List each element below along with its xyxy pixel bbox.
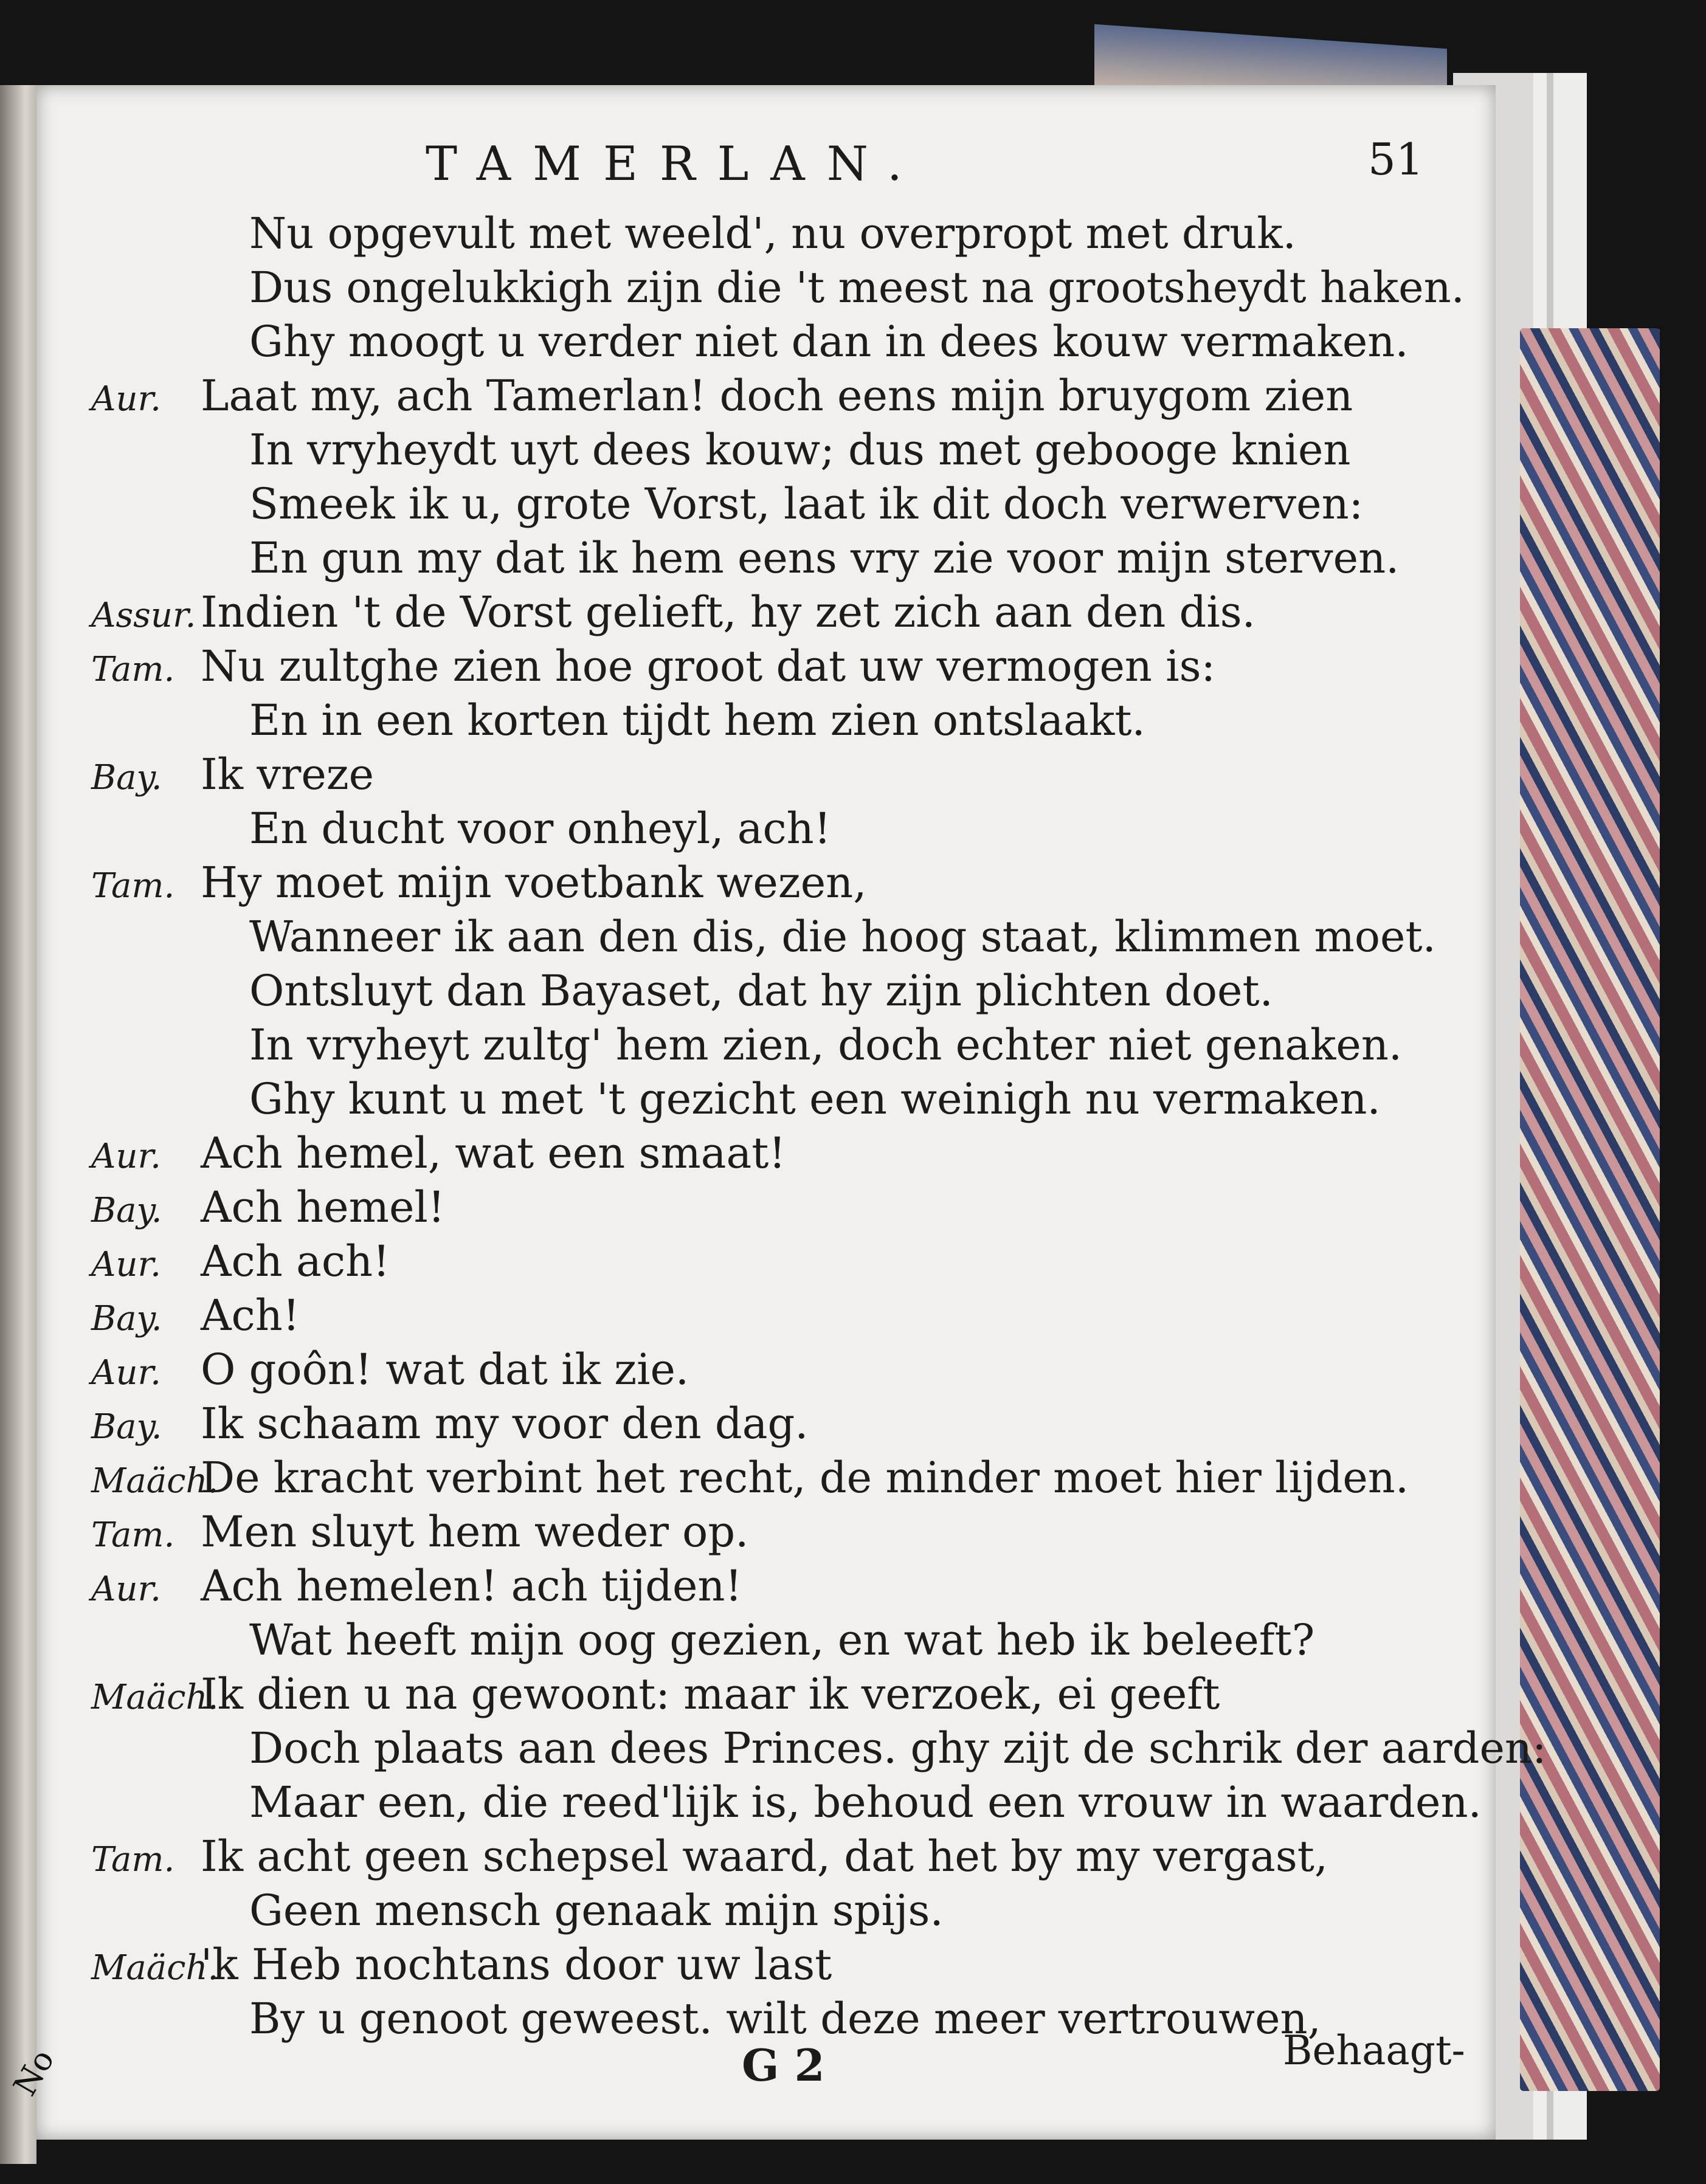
running-head: TAMERLAN. <box>426 137 924 191</box>
verse-line <box>91 748 1459 802</box>
verse-line-text: Indien 't de Vorst gelieft, hy zet zich aan den dis. <box>201 587 1255 637</box>
speaker-label: Aur. <box>91 1137 161 1176</box>
verse-line-text: Ghy kunt u met 't gezicht een weinigh nu vermaken. <box>249 1074 1381 1124</box>
verse-line <box>91 585 1459 639</box>
page-number: 51 <box>1368 134 1424 185</box>
verse-line-text: By u genoot geweest. wilt deze meer vertrouwen, <box>249 1994 1321 2044</box>
verse-line <box>91 910 1459 964</box>
speaker-label: Bay. <box>91 1299 162 1338</box>
speaker-label: Aur. <box>91 1245 161 1284</box>
speaker-label: Maäch. <box>91 1678 219 1717</box>
verse-line <box>91 1343 1459 1397</box>
marbled-endpaper <box>1520 328 1660 2091</box>
verse-line <box>91 1289 1459 1343</box>
verse-line-text: Ik acht geen schepsel waard, dat het by my vergast, <box>201 1831 1328 1881</box>
verse-line-text: 'k Heb nochtans door uw last <box>201 1940 832 1989</box>
verse-line-text: O goôn! wat dat ik zie. <box>201 1345 689 1394</box>
verse-line <box>91 964 1459 1018</box>
verse-line-text: Ik vreze <box>201 749 375 799</box>
verse-line <box>91 1992 1459 2046</box>
verse-line-text: Nu opgevult met weeld', nu overpropt met druk. <box>249 208 1296 258</box>
speaker-label: Maäch. <box>91 1948 219 1988</box>
verse-line-text: Men sluyt hem weder op. <box>201 1507 749 1557</box>
verse-line <box>91 261 1465 315</box>
verse-line <box>91 1721 1547 1776</box>
speaker-label: Tam. <box>91 650 175 689</box>
verse-line-text: Doch plaats aan dees Princes. ghy zijt de schrik der aarden: <box>249 1723 1547 1773</box>
verse-line <box>91 1180 1459 1235</box>
verse-line-text: Hy moet mijn voetbank wezen, <box>201 858 867 908</box>
verse-line <box>91 1235 1459 1289</box>
verse-line-text: Laat my, ach Tamerlan! doch eens mijn bruygom zien <box>201 371 1353 421</box>
speaker-label: Tam. <box>91 1840 175 1879</box>
verse-line-text: Ach hemel, wat een smaat! <box>201 1128 786 1178</box>
verse-line <box>91 1018 1459 1072</box>
verse-line <box>91 477 1459 531</box>
verse-line-text: Wat heeft mijn oog gezien, en wat heb ik beleeft? <box>249 1615 1315 1665</box>
verse-line <box>91 207 1459 261</box>
speaker-label: Assur. <box>91 596 196 635</box>
verse-line-text: En in een korten tijdt hem zien ontslaakt. <box>249 695 1145 745</box>
verse-line <box>91 531 1459 585</box>
verse-line-text: Smeek ik u, grote Vorst, laat ik dit doch verwerven: <box>249 479 1364 529</box>
facing-page-edge <box>0 85 36 2164</box>
verse-line-text: Ach hemel! <box>201 1182 445 1232</box>
verse-line-text: Dus ongelukkigh zijn die 't meest na grootsheydt haken. <box>249 263 1465 312</box>
speaker-label: Aur. <box>91 1569 161 1609</box>
verse-line <box>91 1505 1459 1559</box>
verse-line-text: In vryheydt uyt dees kouw; dus met gebooge knien <box>249 425 1351 475</box>
verse-line-text: Ach hemelen! ach tijden! <box>201 1561 742 1611</box>
verse-line <box>91 1830 1459 1884</box>
speaker-label: Aur. <box>91 1353 161 1393</box>
verse-line <box>91 1072 1459 1126</box>
verse-line-text: Wanneer ik aan den dis, die hoog staat, klimmen moet. <box>249 912 1436 962</box>
verse-line <box>91 1613 1459 1667</box>
verse-line <box>91 802 1459 856</box>
verse-line <box>91 1559 1459 1613</box>
verse-text <box>91 207 1547 2046</box>
verse-line <box>91 639 1459 694</box>
speaker-label: Tam. <box>91 866 175 906</box>
verse-line-text: En ducht voor onheyl, ach! <box>249 804 831 853</box>
verse-line <box>91 369 1459 423</box>
verse-line-text: Ach ach! <box>201 1236 390 1286</box>
speaker-label: Aur. <box>91 379 161 419</box>
verse-line-text: De kracht verbint het recht, de minder moet hier lijden. <box>201 1453 1409 1503</box>
verse-line-text: Ach! <box>201 1290 300 1340</box>
signature-mark: G 2 <box>742 2039 825 2091</box>
verse-line <box>91 1938 1459 1992</box>
verse-line-text: Ontsluyt dan Bayaset, dat hy zijn plichten doet. <box>249 966 1273 1016</box>
verse-line-text: Nu zultghe zien hoe groot dat uw vermogen is: <box>201 641 1216 691</box>
verse-line-text: Geen mensch genaak mijn spijs. <box>249 1886 944 1935</box>
verse-line-text: Ik schaam my voor den dag. <box>201 1399 809 1449</box>
verse-line <box>91 1776 1482 1830</box>
verse-line <box>91 856 1459 910</box>
verse-line-text: Ik dien u na gewoont: maar ik verzoek, ei geeft <box>201 1669 1220 1719</box>
verse-line-text: Maar een, die reed'lijk is, behoud een vrouw in waarden. <box>249 1777 1482 1827</box>
speaker-label: Bay. <box>91 1407 162 1447</box>
verse-line <box>91 1397 1459 1451</box>
verse-line <box>91 1126 1459 1180</box>
speaker-label: Bay. <box>91 758 162 797</box>
verse-line <box>91 1884 1459 1938</box>
verse-line-text: Ghy moogt u verder niet dan in dees kouw vermaken. <box>249 317 1409 367</box>
verse-line <box>91 1451 1459 1505</box>
verse-line <box>91 1667 1459 1721</box>
verse-line <box>91 315 1459 369</box>
speaker-label: Tam. <box>91 1515 175 1555</box>
margin-mark: No <box>7 2043 62 2103</box>
verse-line <box>91 694 1459 748</box>
verse-line <box>91 423 1459 477</box>
speaker-label: Bay. <box>91 1191 162 1230</box>
speaker-label: Maäch. <box>91 1461 219 1501</box>
verse-line-text: In vryheyt zultg' hem zien, doch echter niet genaken. <box>249 1020 1403 1070</box>
catchword: Behaagt- <box>1283 2027 1465 2074</box>
verse-line-text: En gun my dat ik hem eens vry zie voor mijn sterven. <box>249 533 1400 583</box>
